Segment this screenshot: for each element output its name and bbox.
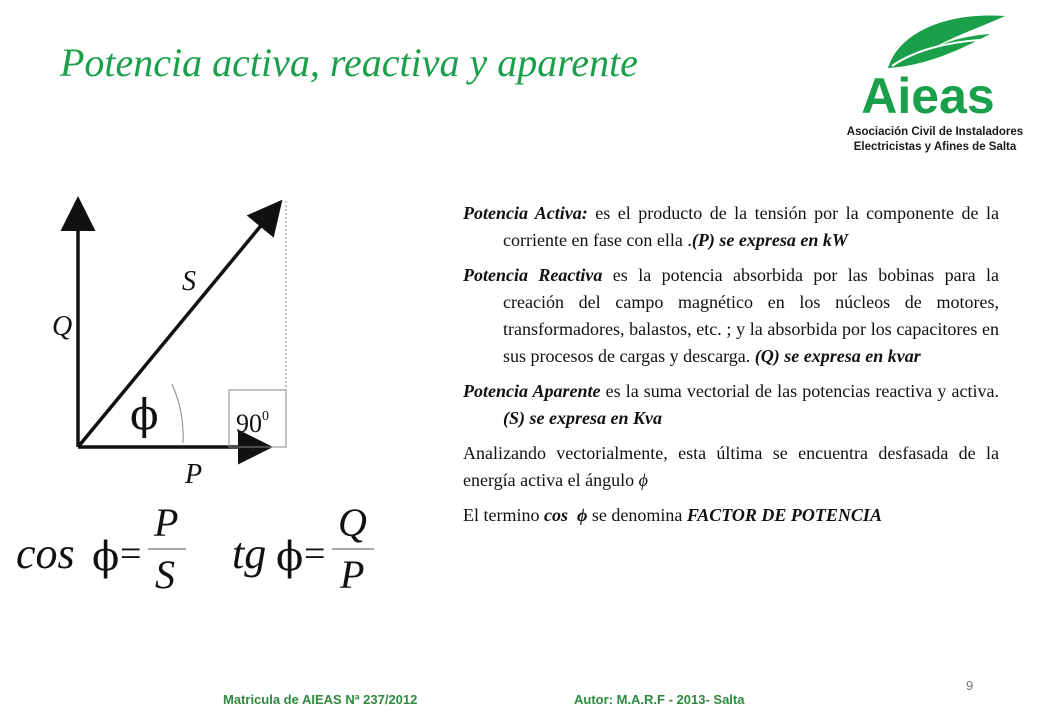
footer-matricula: Matricula de AIEAS Nª 237/2012 [223,692,418,707]
trig-formulas [10,500,430,610]
body-text [463,200,999,537]
term-potencia-reactiva: Potencia Reactiva [463,265,603,285]
cos-numerator: P [154,500,179,545]
label-s: S [182,266,196,297]
angle-arc [172,384,183,443]
term-potencia-aparente: Potencia Aparente [463,381,601,401]
label-angle: $90^0$ [236,409,269,438]
power-triangle-diagram [40,185,400,505]
logo-subtitle-1: Asociación Civil de Instaladores [846,126,1024,138]
paragraph-potencia-reactiva: Potencia Reactiva es la potencia absorbida por las bobinas para la creación del campo magnético en los núcleos de motores, transformadores, balastos, etc. ; y la absorbida por los capacitores en sus procesos de cargas y descarga. (Q) se expresa en kvar [463,265,999,366]
label-q: Q [52,311,73,342]
paragraph-analisis: Analizando vectorialmente, esta última se encuentra desfasada de la energía activa el ángulo ϕ [463,443,999,490]
unit-kva: (S) se expresa en Kva [503,408,662,428]
label-p: P [185,459,203,490]
leaf-icon [888,15,1005,68]
footer-autor: Autor: M.A.R.F - 2013- Salta [574,692,745,707]
logo-brand: Aieas [861,68,995,124]
tg-phi: ϕ [276,534,304,580]
cos-equals: = [120,533,142,575]
slide-title: Potencia activa, reactiva y aparente [60,40,638,85]
unit-kw: (P) se expresa en kW [691,230,848,250]
label-phi: ϕ [130,390,159,439]
term-potencia-activa: Potencia Activa: [463,203,588,223]
cos-denominator: S [155,552,175,597]
phi-symbol: ϕ [638,470,648,490]
paragraph-potencia-aparente: Potencia Aparente es la suma vectorial de las potencias reactiva y activa. (S) se expresa en Kva [463,381,1000,428]
cos-label: cos [16,529,75,578]
tg-numerator: Q [338,500,367,545]
tg-equals: = [304,533,326,575]
aieas-logo [830,10,1035,160]
cos-phi: ϕ [92,534,120,580]
paragraph-potencia-activa: Potencia Activa: es el producto de la tensión por la componente de la corriente en fase con ella .(P) se expresa en kW [463,203,999,250]
tg-denominator: P [340,552,365,597]
phi-symbol: ϕ [576,505,588,525]
unit-kvar: (Q) se expresa en kvar [754,346,921,366]
tg-label: tg [232,529,267,578]
page-number: 9 [966,678,974,693]
logo-subtitle-2: Electricistas y Afines de Salta [853,141,1017,153]
paragraph-factor-potencia: El termino cos ϕ se denomina FACTOR DE POTENCIA [463,505,882,525]
term-factor-potencia: FACTOR DE POTENCIA [686,505,882,525]
